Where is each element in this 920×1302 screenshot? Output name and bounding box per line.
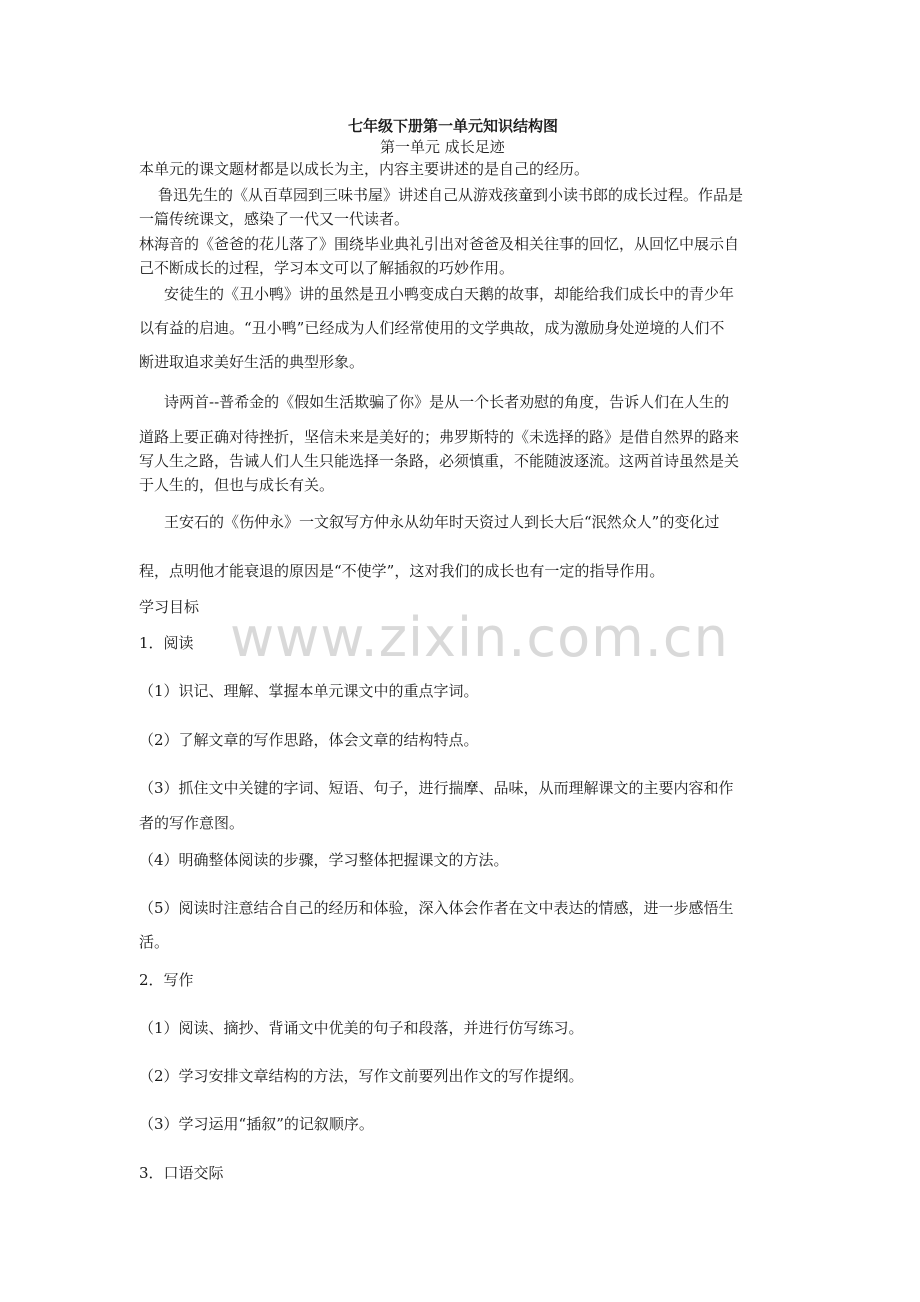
watermark: www.zixin.com.cn [230,606,729,669]
paragraph-line: 写人生之路，告诫人们人生只能选择一条路，必须慎重，不能随波逐流。这两首诗虽然是关 [139,452,740,470]
paragraph-line: 程，点明他才能衰退的原因是“不使学”，这对我们的成长也有一定的指导作用。 [139,562,665,580]
reading-item: 活。 [139,933,170,951]
reading-item: （5）阅读时注意结合自己的经历和体验，深入体会作者在文中表达的情感，进一步感悟生 [139,899,734,917]
paragraph-line: 己不断成长的过程，学习本文可以了解插叙的巧妙作用。 [139,259,515,277]
paragraph-line: 王安石的《伤仲永》一文叙写方仲永从幼年时天资过人到长大后“泯然众人”的变化过 [164,513,720,531]
reading-item: （3）抓住文中关键的字词、短语、句子，进行揣摩、品味，从而理解课文的主要内容和作 [139,779,734,797]
unit-heading: 第一单元 成长足迹 [380,138,505,156]
paragraph-line: 一篇传统课文，感染了一代又一代读者。 [139,210,410,228]
writing-item: （2）学习安排文章结构的方法，写作文前要列出作文的写作提纲。 [139,1067,584,1085]
reading-item: （4）明确整体阅读的步骤，学习整体把握课文的方法。 [139,851,509,869]
paragraph-line: 诗两首--普希金的《假如生活欺骗了你》是从一个长者劝慰的角度，告诉人们在人生的 [164,393,730,411]
paragraph-line: 安徒生的《丑小鸭》讲的虽然是丑小鸭变成白天鹅的故事，却能给我们成长中的青少年 [164,285,735,303]
speaking-heading: 3．口语交际 [139,1164,224,1182]
paragraph-line: 于人生的，但也与成长有关。 [139,476,335,494]
writing-item: （3）学习运用“插叙”的记叙顺序。 [139,1115,374,1133]
writing-heading: 2．写作 [139,971,194,989]
paragraph-line: 本单元的课文题材都是以成长为主，内容主要讲述的是自己的经历。 [139,160,590,178]
paragraph-line: 以有益的启迪。“丑小鸭”已经成为人们经常使用的文学典故，成为激励身处逆境的人们不 [139,319,725,337]
paragraph-line: 鲁迅先生的《从百草园到三味书屋》讲述自己从游戏孩童到小读书郎的成长过程。作品是 [158,186,744,204]
reading-item: （1）识记、理解、掌握本单元课文中的重点字词。 [139,682,479,700]
writing-item: （1）阅读、摘抄、背诵文中优美的句子和段落，并进行仿写练习。 [139,1019,584,1037]
paragraph-line: 道路上要正确对待挫折，坚信未来是美好的；弗罗斯特的《未选择的路》是借自然界的路来 [139,428,740,446]
paragraph-line: 断进取追求美好生活的典型形象。 [139,353,365,371]
reading-item: （2）了解文章的写作思路，体会文章的结构特点。 [139,731,479,749]
reading-item: 者的写作意图。 [139,814,245,832]
paragraph-line: 林海音的《爸爸的花儿落了》围绕毕业典礼引出对爸爸及相关往事的回忆，从回忆中展示自 [139,235,740,253]
document-title: 七年级下册第一单元知识结构图 [348,117,559,135]
goals-heading: 学习目标 [139,598,200,616]
reading-heading: 1．阅读 [139,634,194,652]
